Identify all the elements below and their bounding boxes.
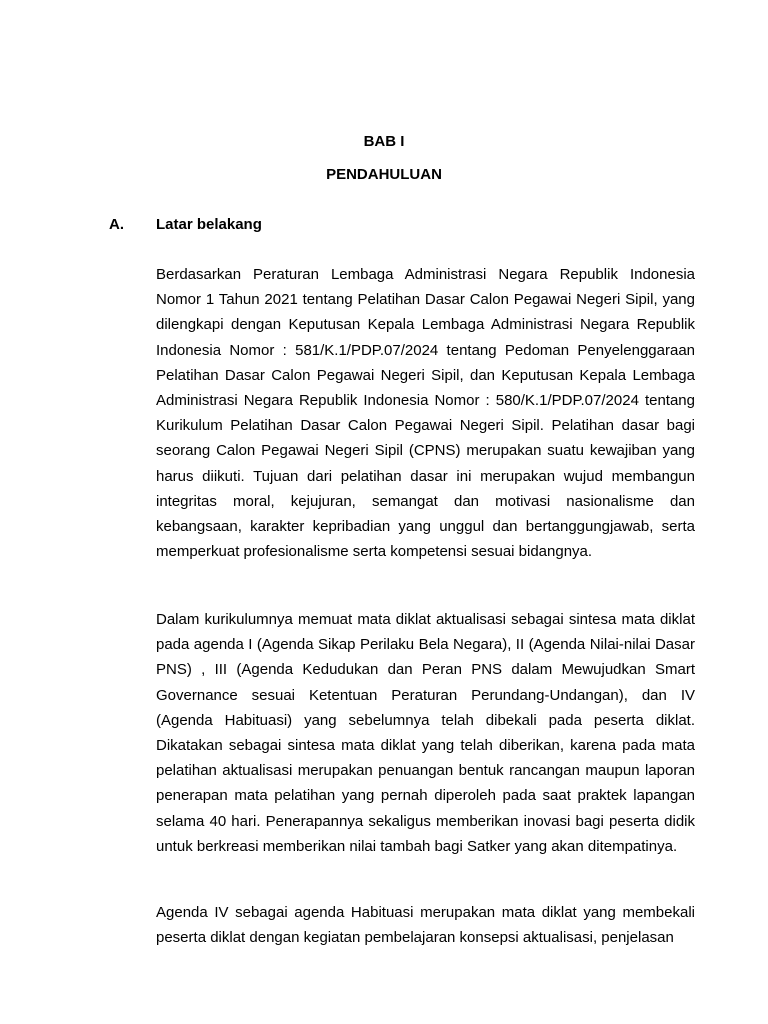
chapter-number: BAB I [363, 133, 405, 150]
paragraph-2: Dalam kurikulumnya memuat mata diklat aktualisasi sebagai sintesa mata diklat pada agenda I (Agenda Sikap Perilaku Bela Negara), II (Agenda Nilai-nilai Dasar PNS) , III (Agenda Kedudukan dan Peran PNS dalam Mewujudkan Smart Governance sesuai Ketentuan Peraturan Perundang-Undangan), dan IV (Agenda Habituasi) yang sebelumnya telah dibekali pada peserta diklat. Dikatakan sebagai sintesa mata diklat yang telah diberikan, karena pada mata pelatihan aktualisasi merupakan penuangan bentuk rancangan maupun laporan penerapan mata pelatihan yang pernah diperoleh pada saat praktek lapangan selama 40 hari. Penerapannya sekaligus memberikan inovasi bagi peserta didik untuk berkreasi memberikan nilai tambah bagi Satker yang akan ditempatinya. [156, 611, 695, 855]
chapter-title: PENDAHULUAN [326, 166, 442, 183]
paragraph-3: Agenda IV sebagai agenda Habituasi merupakan mata diklat yang membekali peserta diklat dengan kegiatan pembelajaran konsepsi aktualisasi, penjelasan [156, 904, 695, 947]
paragraph-1: Berdasarkan Peraturan Lembaga Administrasi Negara Republik Indonesia Nomor 1 Tahun 2021 tentang Pelatihan Dasar Calon Pegawai Negeri Sipil, yang dilengkapi dengan Keputusan Kepala Lembaga Administrasi Negara Republik Indonesia Nomor : 581/K.1/PDP.07/2024 tentang Pedoman Penyelenggaraan Pelatihan Dasar Calon Pegawai Negeri Sipil, dan Keputusan Kepala Lembaga Administrasi Negara Republik Indonesia Nomor : 580/K.1/PDP.07/2024 tentang Kurikulum Pelatihan Dasar Calon Pegawai Negeri Sipil. Pelatihan dasar bagi seorang Calon Pegawai Negeri Sipil (CPNS) merupakan suatu kewajiban yang harus diikuti. Tujuan dari pelatihan dasar ini merupakan wujud membangun integritas moral, kejujuran, semangat dan motivasi nasionalisme dan kebangsaan, karakter kepribadian yang unggul dan bertanggungjawab, serta memperkuat profesionalisme serta kompetensi sesuai bidangnya. [156, 266, 695, 561]
section-letter: A. [109, 216, 124, 233]
section-title: Latar belakang [156, 216, 262, 233]
